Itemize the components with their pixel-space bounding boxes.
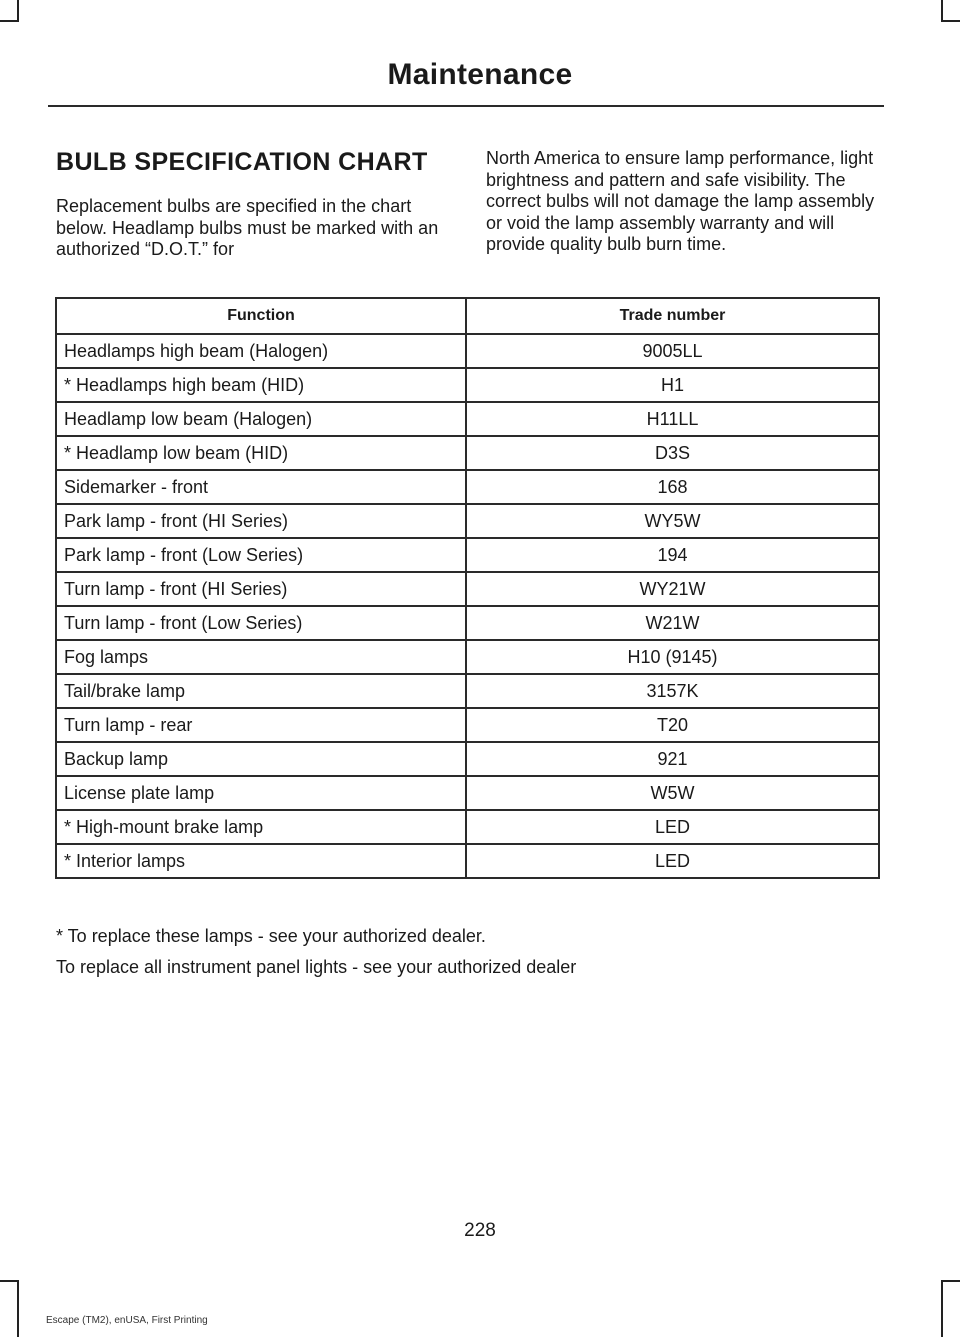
crop-mark-bottom-right-horizontal bbox=[941, 1280, 960, 1282]
table-row bbox=[56, 572, 879, 606]
trade-number-cell: W21W bbox=[466, 606, 879, 640]
bulb-specification-table bbox=[55, 297, 880, 879]
table-row bbox=[56, 742, 879, 776]
crop-mark-top-right-horizontal bbox=[941, 20, 960, 22]
trade-number-cell: 168 bbox=[466, 470, 879, 504]
intro-paragraph-right: North America to ensure lamp performance, light brightness and pattern and safe visibility. The correct bulbs will not damage the lamp assembly or void the lamp assembly warranty and will provide quality bulb burn time. bbox=[486, 148, 875, 254]
header-divider bbox=[48, 105, 884, 107]
print-footer: Escape (TM2), enUSA, First Printing bbox=[46, 1315, 208, 1326]
trade-number-cell: T20 bbox=[466, 708, 879, 742]
function-cell: Sidemarker - front bbox=[56, 470, 466, 504]
column-header-trade-number: Trade number bbox=[466, 298, 879, 334]
table-row bbox=[56, 368, 879, 402]
crop-mark-top-right-vertical bbox=[941, 0, 943, 22]
trade-number-cell: 9005LL bbox=[466, 334, 879, 368]
function-cell: License plate lamp bbox=[56, 776, 466, 810]
trade-number-cell: WY5W bbox=[466, 504, 879, 538]
column-header-function: Function bbox=[56, 298, 466, 334]
trade-number-cell: H1 bbox=[466, 368, 879, 402]
table-row bbox=[56, 640, 879, 674]
table-row bbox=[56, 334, 879, 368]
table-row bbox=[56, 538, 879, 572]
crop-mark-bottom-right-vertical bbox=[941, 1280, 943, 1337]
trade-number-cell: H10 (9145) bbox=[466, 640, 879, 674]
crop-mark-top-left-horizontal bbox=[0, 20, 19, 22]
function-cell: Park lamp - front (Low Series) bbox=[56, 538, 466, 572]
trade-number-cell: LED bbox=[466, 844, 879, 878]
function-cell: * Headlamps high beam (HID) bbox=[56, 368, 466, 402]
table-header-row bbox=[56, 298, 879, 334]
section-heading: BULB SPECIFICATION CHART bbox=[56, 148, 428, 176]
page-number: 228 bbox=[464, 1220, 496, 1241]
function-cell: Park lamp - front (HI Series) bbox=[56, 504, 466, 538]
trade-number-cell: WY21W bbox=[466, 572, 879, 606]
crop-mark-bottom-left-horizontal bbox=[0, 1280, 19, 1282]
footnote-dealer-lamps: * To replace these lamps - see your authorized dealer. bbox=[56, 926, 486, 946]
function-cell: Turn lamp - rear bbox=[56, 708, 466, 742]
function-cell: Turn lamp - front (HI Series) bbox=[56, 572, 466, 606]
table-row bbox=[56, 402, 879, 436]
table-row bbox=[56, 844, 879, 878]
function-cell: Tail/brake lamp bbox=[56, 674, 466, 708]
trade-number-cell: 921 bbox=[466, 742, 879, 776]
table-row bbox=[56, 674, 879, 708]
function-cell: Headlamps high beam (Halogen) bbox=[56, 334, 466, 368]
function-cell: * High-mount brake lamp bbox=[56, 810, 466, 844]
table-row bbox=[56, 470, 879, 504]
table-row bbox=[56, 606, 879, 640]
function-cell: * Headlamp low beam (HID) bbox=[56, 436, 466, 470]
function-cell: Turn lamp - front (Low Series) bbox=[56, 606, 466, 640]
function-cell: Backup lamp bbox=[56, 742, 466, 776]
function-cell: Headlamp low beam (Halogen) bbox=[56, 402, 466, 436]
intro-paragraph-left: Replacement bulbs are specified in the chart below. Headlamp bulbs must be marked with an authorized “D.O.T.” for bbox=[56, 196, 439, 259]
function-cell: Fog lamps bbox=[56, 640, 466, 674]
table-row bbox=[56, 810, 879, 844]
footnote-instrument-panel: To replace all instrument panel lights - see your authorized dealer bbox=[56, 957, 577, 977]
table-row bbox=[56, 708, 879, 742]
table-row bbox=[56, 776, 879, 810]
trade-number-cell: D3S bbox=[466, 436, 879, 470]
function-cell: * Interior lamps bbox=[56, 844, 466, 878]
trade-number-cell: LED bbox=[466, 810, 879, 844]
page-header-title: Maintenance bbox=[387, 58, 573, 91]
trade-number-cell: 194 bbox=[466, 538, 879, 572]
table-row bbox=[56, 436, 879, 470]
crop-mark-top-left-vertical bbox=[17, 0, 19, 22]
trade-number-cell: H11LL bbox=[466, 402, 879, 436]
table-row bbox=[56, 504, 879, 538]
trade-number-cell: W5W bbox=[466, 776, 879, 810]
trade-number-cell: 3157K bbox=[466, 674, 879, 708]
crop-mark-bottom-left-vertical bbox=[17, 1280, 19, 1337]
